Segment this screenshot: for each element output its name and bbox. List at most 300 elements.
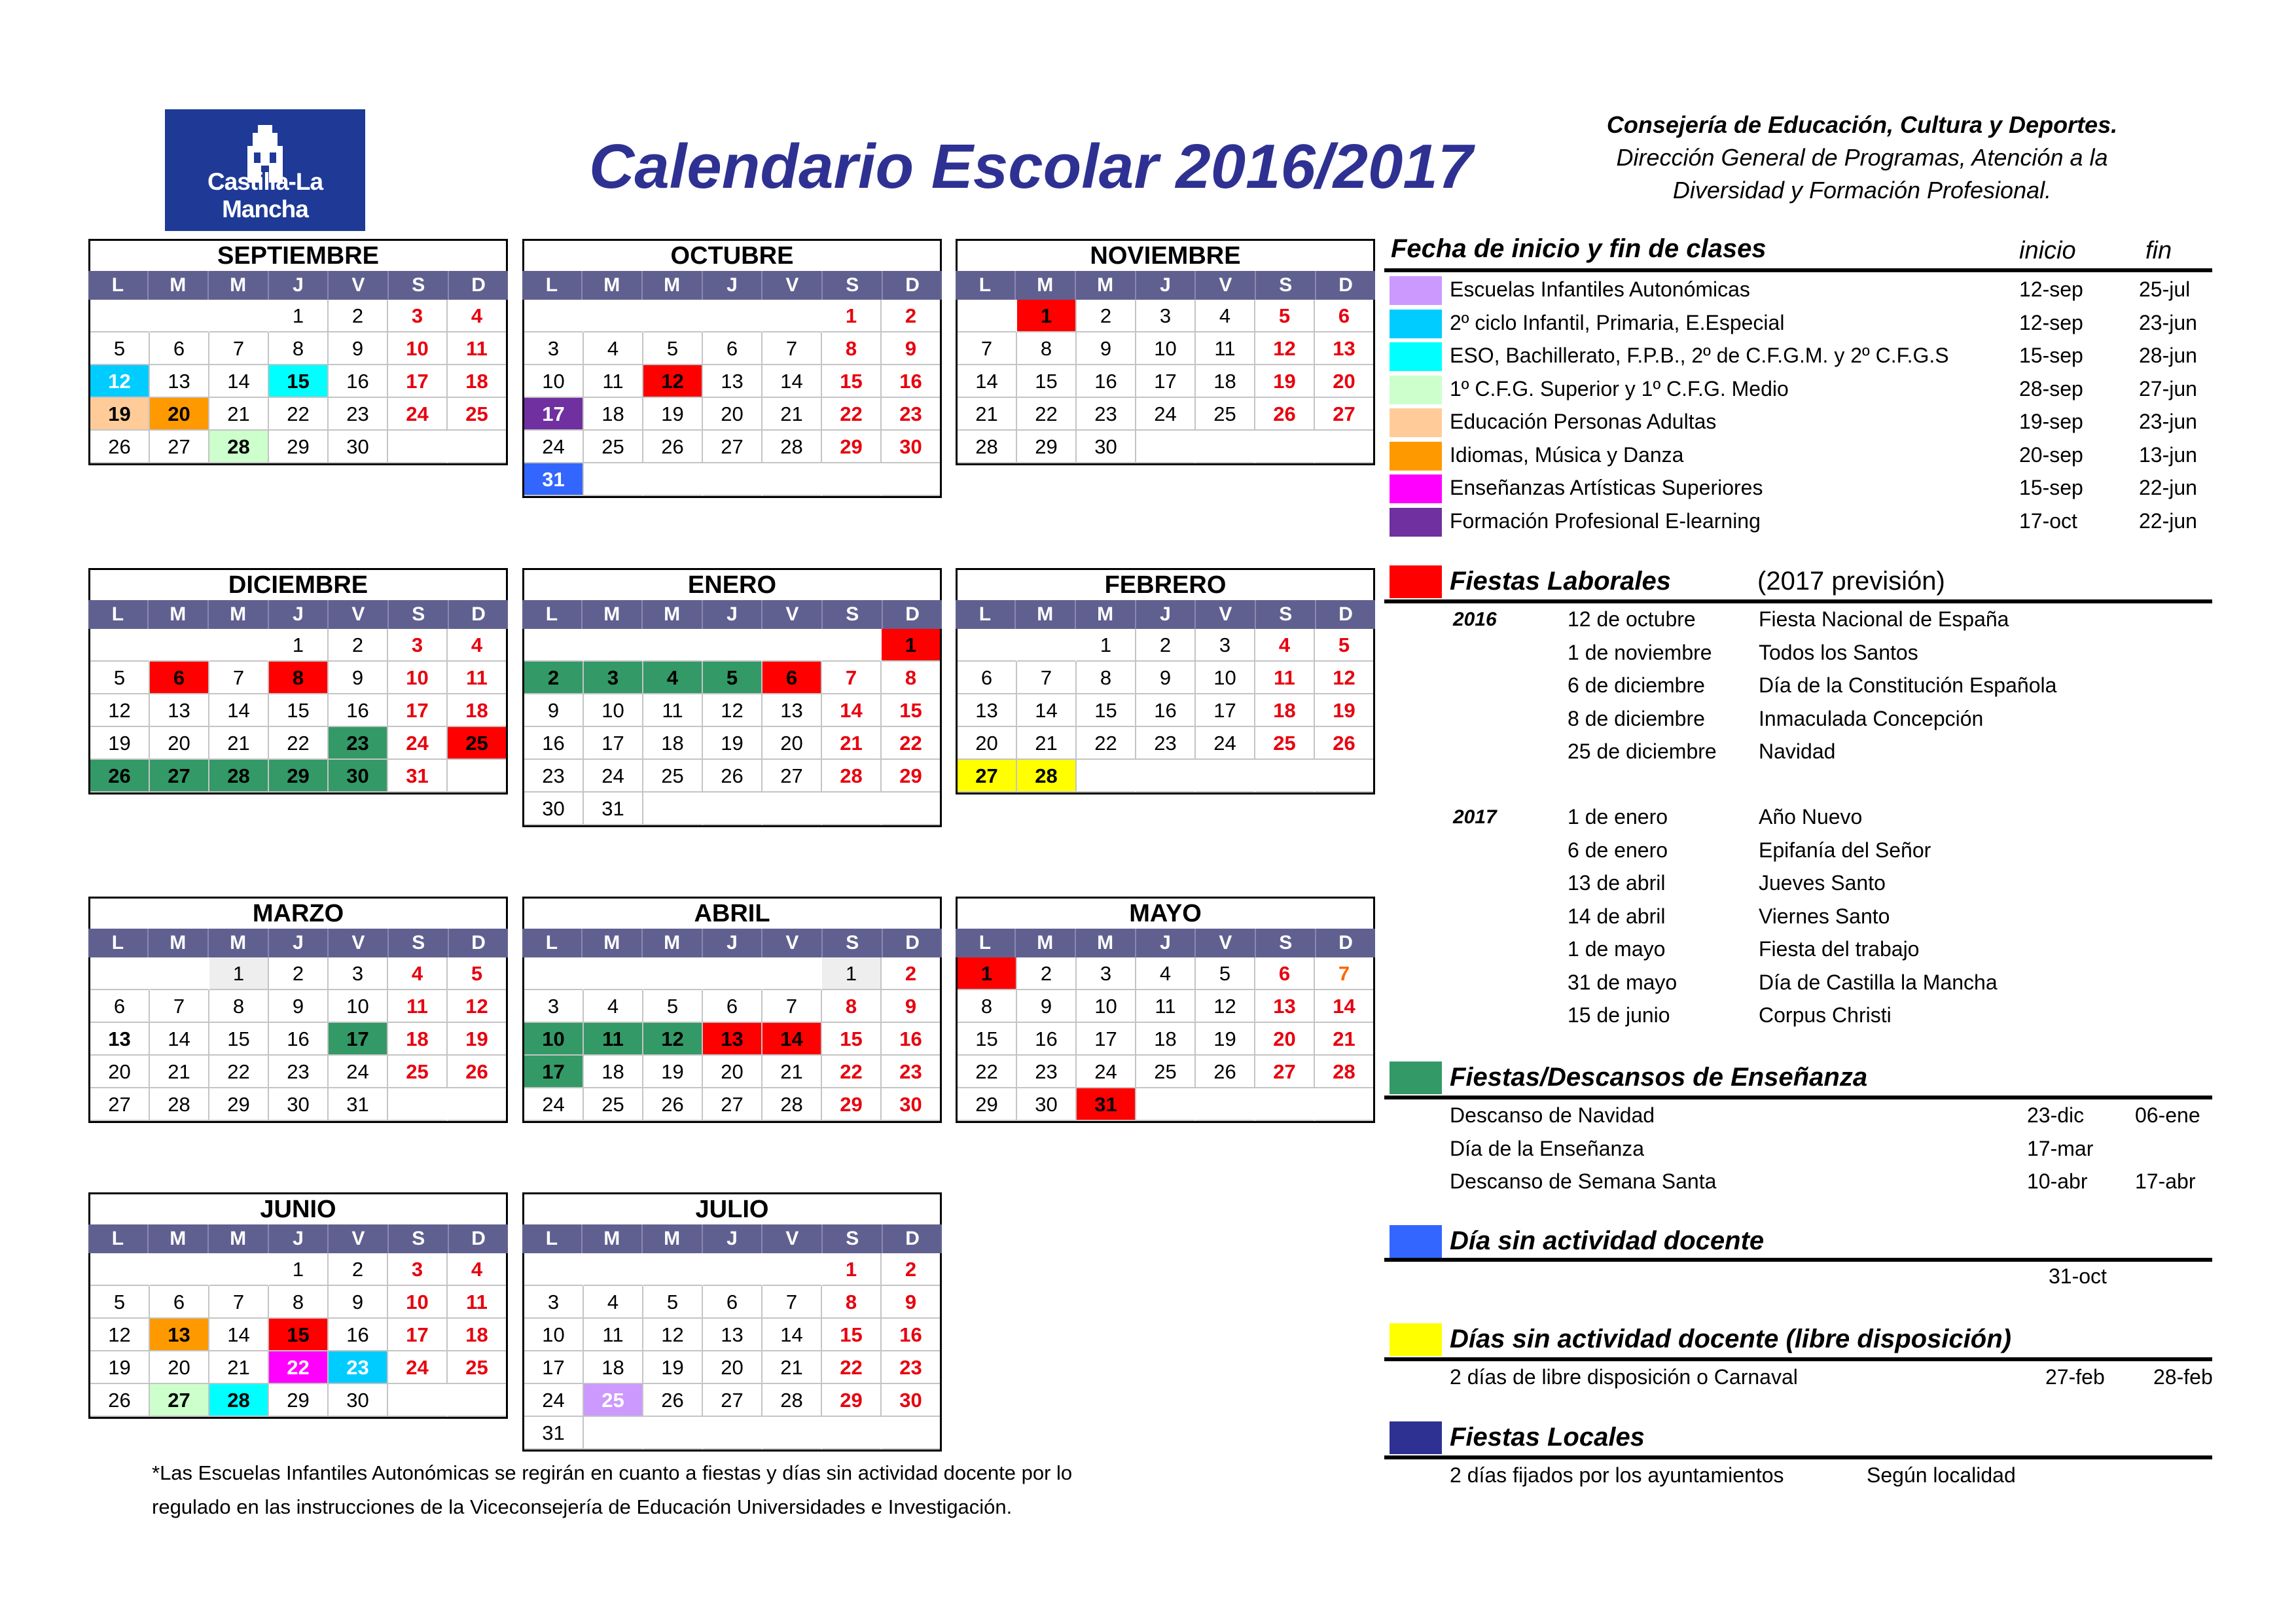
day-cell: 30 [329,760,388,793]
level-fin: 23-jun [2139,310,2197,334]
day-cell: 15 [269,365,329,398]
day-cell: 19 [643,398,703,431]
day-cell: 25 [388,1056,448,1088]
day-cell [388,1088,448,1121]
weekday-label: S [823,929,883,957]
day-cell: 3 [388,1253,448,1286]
weekday-label: M [209,1224,269,1253]
week-row [524,431,940,463]
week-row [524,662,940,694]
day-cell: 25 [1196,398,1255,431]
ensenanza-fin: 17-abr [2135,1169,2196,1193]
day-cell [150,957,209,990]
ensenanza-rule [1384,1096,2212,1099]
day-cell [958,300,1017,332]
weekday-label: L [956,929,1016,957]
day-cell: 26 [448,1056,506,1088]
week-row [958,332,1373,365]
day-cell: 17 [388,694,448,727]
day-cell: 24 [524,431,584,463]
weekday-label: D [905,932,920,954]
level-inicio: 12-sep [2019,277,2083,301]
day-cell: 4 [448,1253,506,1286]
day-cell: 12 [703,694,762,727]
month-diciembre [88,568,508,794]
ministry-line-1: Consejería de Educación, Cultura y Deportes. [1606,111,2118,138]
day-cell: 26 [643,431,703,463]
ensenanza-inicio: 23-dic [2027,1103,2085,1127]
day-cell: 10 [524,1319,584,1351]
day-cell: 7 [762,1286,822,1319]
week-row [524,990,940,1023]
weekday-label: J [1136,929,1196,957]
day-cell [90,629,150,662]
day-cell: 30 [1077,431,1136,463]
day-cell: 8 [822,332,882,365]
day-cell: 21 [762,398,822,431]
level-inicio: 20-sep [2019,442,2083,467]
month-name: SEPTIEMBRE [88,239,508,271]
day-cell: 5 [90,662,150,694]
day-cell: 8 [822,990,882,1023]
day-cell: 4 [1196,300,1255,332]
day-cell: 28 [1017,760,1077,793]
day-cell: 16 [524,727,584,760]
weekday-label: V [1196,271,1256,300]
weekday-label: M [643,1224,703,1253]
locales-rule [1384,1455,2212,1459]
clases-title: Fecha de inicio y fin de clases [1391,234,1767,263]
day-cell: 22 [269,1351,329,1384]
month-name: JULIO [522,1192,942,1224]
day-cell: 25 [584,1384,643,1417]
day-cell: 14 [958,365,1017,398]
day-cell: 25 [448,398,506,431]
footnote [152,1456,1147,1524]
day-cell [524,629,584,662]
day-cell: 6 [958,662,1017,694]
day-cell: 17 [1077,1023,1136,1056]
week-row [524,398,940,431]
level-swatch [1390,474,1442,503]
month-name: DICIEMBRE [88,568,508,600]
week-row [524,463,940,496]
day-cell: 21 [762,1351,822,1384]
day-cell [1077,760,1136,793]
weekday-label: L [522,929,583,957]
ensenanza-swatch [1390,1061,1442,1094]
week-row [958,300,1373,332]
week-row [958,760,1373,793]
libre-fin: 28-feb [2153,1365,2213,1389]
day-cell: 4 [448,300,506,332]
holiday-name: Año Nuevo [1759,805,1863,829]
day-cell: 29 [822,1384,882,1417]
day-cell: 18 [448,365,506,398]
day-cell [703,793,762,825]
day-cell: 18 [584,1351,643,1384]
day-cell: 8 [209,990,269,1023]
day-cell: 8 [1017,332,1077,365]
week-row [524,332,940,365]
weekday-label: D [471,932,486,954]
day-cell: 23 [1017,1056,1077,1088]
holiday-name: Viernes Santo [1759,904,1890,928]
day-cell: 7 [822,662,882,694]
day-cell: 12 [643,365,703,398]
day-cell: 1 [269,1253,329,1286]
weekday-label: M [209,271,269,300]
holiday-date: 31 de mayo [1568,970,1677,994]
level-inicio: 12-sep [2019,310,2083,334]
libre-label: 2 días de libre disposición o Carnaval [1450,1365,1798,1389]
day-cell: 28 [209,760,269,793]
day-cell: 11 [1255,662,1315,694]
weekday-label: M [149,929,209,957]
day-cell: 22 [269,398,329,431]
day-cell [882,1417,940,1450]
day-cell: 12 [90,1319,150,1351]
day-cell: 28 [958,431,1017,463]
day-cell: 21 [958,398,1017,431]
day-cell: 23 [882,1056,940,1088]
day-cell: 1 [822,957,882,990]
day-cell [703,629,762,662]
day-cell: 21 [762,1056,822,1088]
day-cell: 30 [882,431,940,463]
week-row [524,1384,940,1417]
day-cell: 12 [643,1319,703,1351]
ensenanza-inicio: 17-mar [2027,1136,2094,1160]
day-cell [209,629,269,662]
day-cell: 3 [329,957,388,990]
locales-value: Según localidad [1867,1463,2016,1487]
month-mayo [956,897,1375,1123]
clases-col-inicio: inicio [2019,237,2076,264]
level-label: ESO, Bachillerato, F.P.B., 2º de C.F.G.M. y 2º C.F.G.S [1450,344,1949,367]
day-cell: 13 [762,694,822,727]
day-cell: 10 [1077,990,1136,1023]
day-cell: 17 [524,1056,584,1088]
day-cell: 8 [269,1286,329,1319]
day-cell: 12 [1255,332,1315,365]
day-cell: 15 [269,1319,329,1351]
week-row [524,1023,940,1056]
day-cell: 6 [1255,957,1315,990]
locales-swatch [1390,1421,1442,1454]
day-cell: 5 [1315,629,1373,662]
week-row [958,662,1373,694]
day-cell [643,463,703,496]
day-cell: 7 [1017,662,1077,694]
day-cell: 27 [703,1384,762,1417]
weekday-label: J [703,600,763,629]
level-swatch [1390,442,1442,471]
weekday-label: M [1016,271,1076,300]
level-inicio: 28-sep [2019,376,2083,401]
day-cell: 7 [762,332,822,365]
ensenanza-label: Descanso de Semana Santa [1450,1169,1717,1193]
day-cell: 24 [329,1056,388,1088]
day-cell [1196,1088,1255,1121]
day-cell: 21 [209,727,269,760]
level-swatch [1390,310,1442,338]
month-octubre [522,239,942,498]
day-cell: 19 [643,1056,703,1088]
day-cell: 16 [1017,1023,1077,1056]
locales-title: Fiestas Locales [1450,1423,1645,1452]
day-cell: 30 [882,1384,940,1417]
weekday-label: J [703,271,763,300]
weekday-header [522,929,942,957]
day-cell: 16 [269,1023,329,1056]
day-cell: 20 [703,398,762,431]
day-cell: 9 [882,990,940,1023]
month-weeks [522,300,942,498]
week-row [958,1088,1373,1121]
weekday-label: M [1016,929,1076,957]
day-cell: 19 [90,727,150,760]
day-cell: 28 [822,760,882,793]
day-cell: 27 [150,431,209,463]
day-cell [1136,431,1196,463]
day-cell: 2 [882,300,940,332]
holiday-name: Corpus Christi [1759,1003,1892,1027]
day-cell: 29 [209,1088,269,1121]
day-cell [1136,760,1196,793]
clases-col-fin: fin [2145,237,2172,264]
day-cell: 26 [90,431,150,463]
weekday-label: D [1338,932,1353,954]
day-cell: 15 [209,1023,269,1056]
day-cell: 5 [448,957,506,990]
month-name: MAYO [956,897,1375,929]
laborales-rule [1384,599,2212,603]
day-cell [643,629,703,662]
weekday-label: J [703,929,763,957]
day-cell: 24 [1196,727,1255,760]
day-cell [703,300,762,332]
day-cell: 15 [882,694,940,727]
week-row [90,1351,506,1384]
libre-swatch [1390,1323,1442,1356]
day-cell: 14 [762,365,822,398]
day-cell: 4 [1255,629,1315,662]
day-cell: 3 [388,300,448,332]
day-cell: 8 [269,332,329,365]
laborales-swatch [1390,565,1442,598]
day-cell: 19 [90,398,150,431]
day-cell [150,629,209,662]
weekday-label: S [823,600,883,629]
day-cell: 3 [524,332,584,365]
weekday-label: M [209,929,269,957]
month-septiembre [88,239,508,465]
week-row [90,1088,506,1121]
holiday-name: Navidad [1759,740,1836,763]
sin-actividad-title: Día sin actividad docente [1450,1226,1765,1255]
day-cell: 19 [1315,694,1373,727]
day-cell: 13 [703,1319,762,1351]
weekday-label: L [522,271,583,300]
day-cell: 1 [958,957,1017,990]
day-cell: 27 [958,760,1017,793]
day-cell: 26 [643,1088,703,1121]
weekday-label: D [1338,603,1353,625]
day-cell: 2 [1136,629,1196,662]
day-cell [958,629,1017,662]
day-cell: 10 [388,1286,448,1319]
weekday-header [88,600,508,629]
weekday-label: L [88,1224,149,1253]
week-row [90,760,506,793]
day-cell [762,463,822,496]
day-cell: 13 [150,365,209,398]
laborales-title: Fiestas Laborales [1450,567,1671,596]
day-cell: 14 [150,1023,209,1056]
clases-rule [1384,268,2212,272]
day-cell: 1 [269,629,329,662]
weekday-label: J [703,1224,763,1253]
day-cell [209,1253,269,1286]
day-cell: 9 [329,1286,388,1319]
week-row [958,1056,1373,1088]
day-cell: 16 [329,1319,388,1351]
libre-inicio: 27-feb [2045,1365,2105,1389]
day-cell [388,1384,448,1417]
holiday-date: 13 de abril [1568,871,1666,895]
day-cell: 16 [1077,365,1136,398]
level-fin: 22-jun [2139,476,2197,499]
month-weeks [956,300,1375,465]
week-row [90,727,506,760]
weekday-label: J [269,1224,329,1253]
day-cell: 26 [90,1384,150,1417]
day-cell [643,793,703,825]
day-cell: 31 [329,1088,388,1121]
week-row [90,694,506,727]
day-cell: 11 [1196,332,1255,365]
weekday-label: L [956,600,1016,629]
day-cell: 10 [1196,662,1255,694]
day-cell: 31 [1077,1088,1136,1121]
day-cell: 18 [1136,1023,1196,1056]
weekday-label: V [1196,600,1256,629]
weekday-header [956,929,1375,957]
ensenanza-label: Descanso de Navidad [1450,1103,1655,1127]
day-cell: 31 [388,760,448,793]
day-cell [448,1384,506,1417]
day-cell: 11 [584,1023,643,1056]
day-cell: 5 [643,1286,703,1319]
day-cell [1255,1088,1315,1121]
day-cell: 5 [90,1286,150,1319]
day-cell: 25 [1255,727,1315,760]
day-cell [584,1253,643,1286]
day-cell: 1 [822,300,882,332]
day-cell: 12 [90,694,150,727]
weekday-label: M [583,271,643,300]
weekday-label: S [1256,271,1316,300]
weekday-label: D [1338,274,1353,296]
day-cell: 11 [584,1319,643,1351]
day-cell: 15 [269,694,329,727]
week-row [524,1351,940,1384]
day-cell: 23 [882,1351,940,1384]
weekday-label: J [1136,600,1196,629]
week-row [958,629,1373,662]
weekday-label: M [1016,600,1076,629]
day-cell [643,300,703,332]
day-cell: 4 [388,957,448,990]
day-cell: 25 [643,760,703,793]
day-cell: 20 [703,1351,762,1384]
weekday-label: S [389,929,449,957]
day-cell [1255,760,1315,793]
day-cell [822,463,882,496]
weekday-header [956,271,1375,300]
month-name: OCTUBRE [522,239,942,271]
level-label: Formación Profesional E-learning [1450,508,1761,533]
day-cell: 27 [150,760,209,793]
day-cell: 23 [329,1351,388,1384]
day-cell: 10 [584,694,643,727]
week-row [958,431,1373,463]
ensenanza-fin: 06-ene [2135,1103,2200,1127]
day-cell [643,1253,703,1286]
weekday-label: S [1256,929,1316,957]
week-row [524,793,940,825]
level-swatch [1390,408,1442,437]
week-row [958,694,1373,727]
day-cell: 13 [958,694,1017,727]
day-cell: 24 [388,1351,448,1384]
day-cell: 23 [1136,727,1196,760]
day-cell: 6 [762,662,822,694]
day-cell: 29 [822,431,882,463]
month-noviembre [956,239,1375,465]
day-cell: 24 [388,727,448,760]
day-cell: 18 [584,1056,643,1088]
day-cell: 19 [1255,365,1315,398]
day-cell: 11 [388,990,448,1023]
week-row [524,727,940,760]
day-cell: 25 [1136,1056,1196,1088]
day-cell: 21 [1315,1023,1373,1056]
holiday-date: 14 de abril [1568,904,1666,928]
ensenanza-title: Fiestas/Descansos de Enseñanza [1450,1063,1868,1092]
day-cell: 1 [269,300,329,332]
week-row [90,365,506,398]
weekday-label: M [1076,929,1136,957]
day-cell: 11 [448,662,506,694]
day-cell: 21 [822,727,882,760]
day-cell: 29 [269,431,329,463]
day-cell: 11 [643,694,703,727]
month-name: NOVIEMBRE [956,239,1375,271]
day-cell: 25 [448,727,506,760]
day-cell [388,431,448,463]
day-cell [1017,629,1077,662]
weekday-label: M [149,1224,209,1253]
day-cell: 17 [584,727,643,760]
weekday-label: V [762,600,823,629]
holiday-date: 25 de diciembre [1568,740,1717,763]
day-cell: 1 [1077,629,1136,662]
day-cell: 18 [448,1319,506,1351]
day-cell: 8 [822,1286,882,1319]
day-cell [209,300,269,332]
